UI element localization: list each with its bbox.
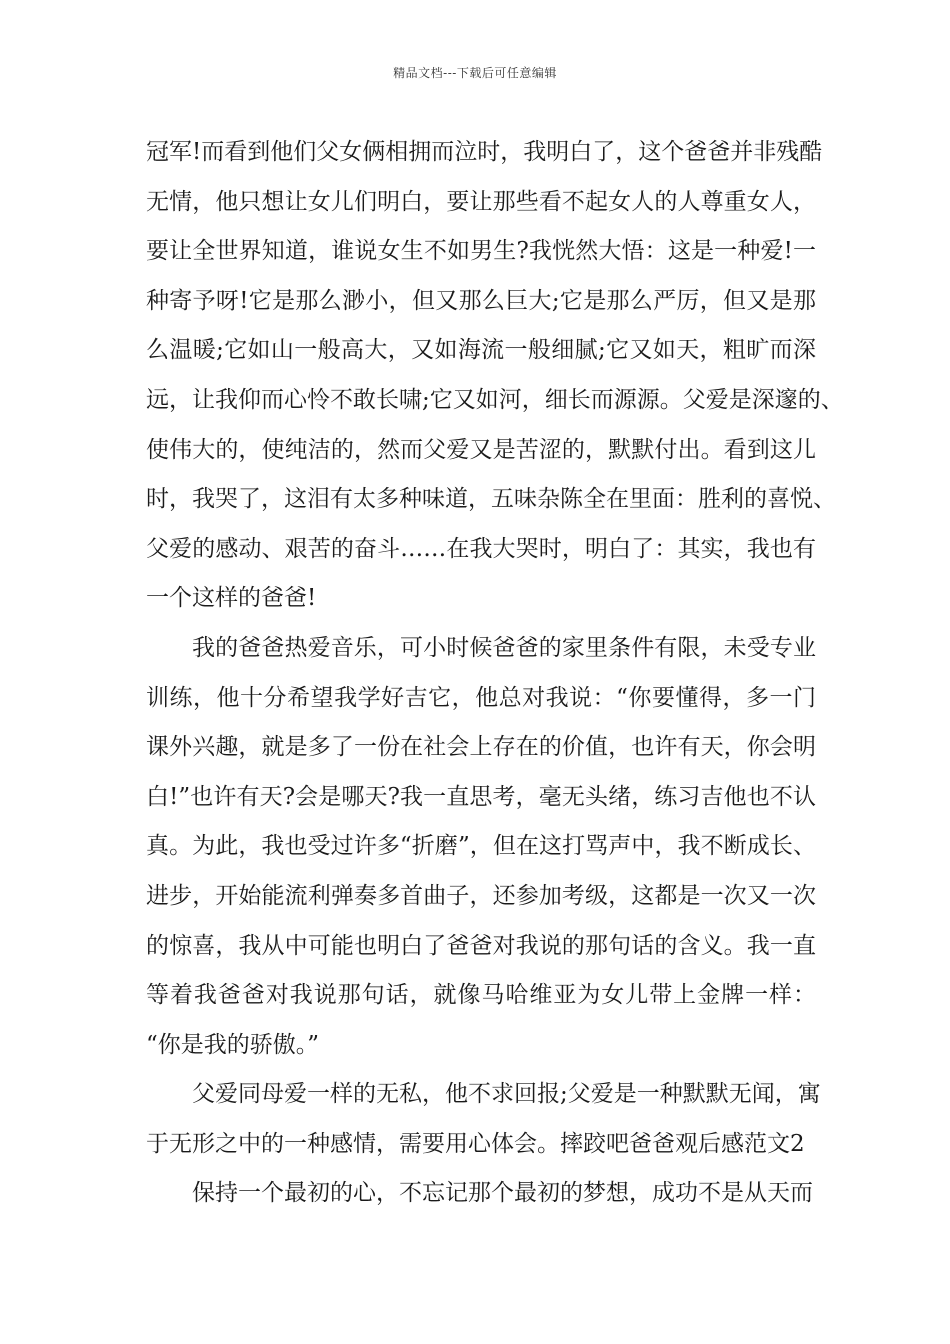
text-line: 父爱同母爱一样的无私，他不求回报;父爱是一种默默无闻，寓 <box>192 1081 821 1108</box>
text-line: 保持一个最初的心，不忘记那个最初的梦想，成功不是从天而 <box>192 1180 813 1207</box>
page-header: 精品文档---下载后可任意编辑 <box>393 66 557 80</box>
paragraph-2 <box>146 624 816 1070</box>
text-line: “你是我的骄傲。” <box>146 1031 320 1058</box>
text-line: 我的爸爸热爱音乐，可小时候爸爸的家里条件有限，未受专业 <box>192 634 816 661</box>
text-line: 冠军!而看到他们父女俩相拥而泣时，我明白了，这个爸爸并非残酷 <box>146 139 823 165</box>
text-line: 于无形之中的一种感情，需要用心体会。摔跤吧爸爸观后感范文2 <box>146 1130 805 1157</box>
text-line: 种寄予呀!它是那么渺小，但又那么巨大;它是那么严厉，但又是那 <box>146 287 816 314</box>
text-line: 进步，开始能流利弹奏多首曲子，还参加考级，这都是一次又一次 <box>146 882 816 909</box>
text-line: 要让全世界知道，谁说女生不如男生?我恍然大悟：这是一种爱!一 <box>146 238 816 265</box>
paragraph-1 <box>146 128 844 624</box>
text-line: 父爱的感动、艰苦的奋斗……在我大哭时，明白了：其实，我也有 <box>146 535 816 562</box>
text-line: 等着我爸爸对我说那句话，就像马哈维亚为女儿带上金牌一样： <box>146 982 816 1009</box>
paragraph-3 <box>146 1070 821 1169</box>
text-line: 么温暖;它如山一般高大，又如海流一般细腻;它又如天，粗旷而深 <box>146 337 816 364</box>
text-line: 使伟大的，使纯洁的，然而父爱又是苦涩的，默默付出。看到这儿 <box>146 436 816 463</box>
document-body <box>146 128 844 1219</box>
text-line: 无情，他只想让女儿们明白，要让那些看不起女人的人尊重女人， <box>146 188 816 215</box>
paragraph-4 <box>146 1169 816 1219</box>
text-line: 一个这样的爸爸! <box>146 585 317 612</box>
text-line: 时，我哭了，这泪有太多种味道，五味杂陈全在里面：胜利的喜悦、 <box>146 486 836 513</box>
text-line: 的惊喜，我从中可能也明白了爸爸对我说的那句话的含义。我一直 <box>146 932 816 959</box>
text-line: 白!”也许有天?会是哪天?我一直思考，毫无头绪，练习吉他也不认 <box>146 783 816 810</box>
text-line: 真。为此，我也受过许多“折磨”，但在这打骂声中，我不断成长、 <box>146 833 816 860</box>
text-line: 课外兴趣，就是多了一份在社会上存在的价值，也许有天，你会明 <box>146 734 816 761</box>
text-line: 训练，他十分希望我学好吉它，他总对我说：“你要懂得，多一门 <box>146 684 816 711</box>
text-line: 远，让我仰而心怜不敢长啸;它又如河，细长而源源。父爱是深邃的、 <box>146 386 844 413</box>
